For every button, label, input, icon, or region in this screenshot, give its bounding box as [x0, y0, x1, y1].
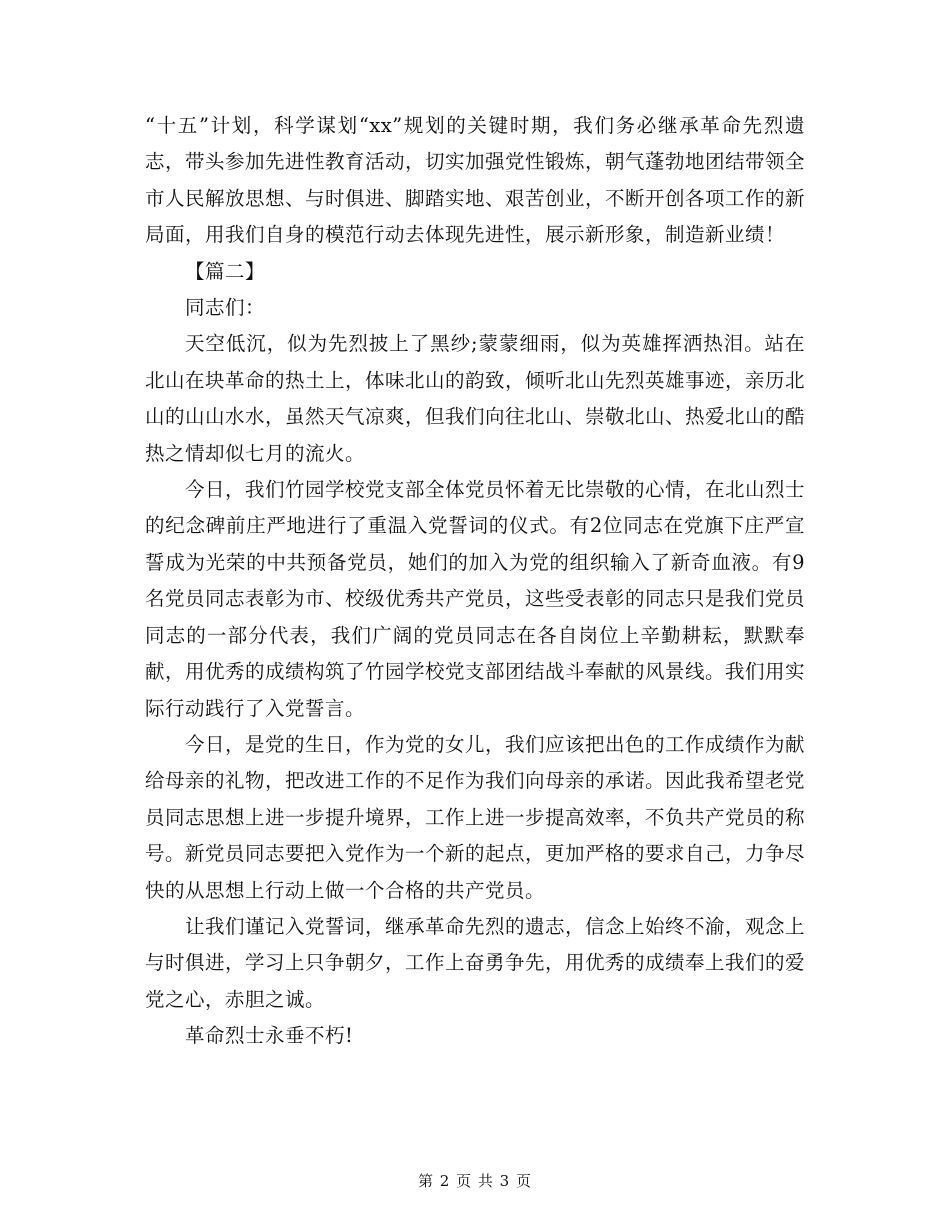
document-body [145, 108, 805, 1055]
section-heading: 【篇二】 [185, 259, 266, 283]
paragraph: 今日，是党的生日，作为党的女儿，我们应该把出色的工作成绩作为献给母亲的礼物，把改进工作的不足作为我们向母亲的承诺。因此我希望老党员同志思想上进一步提升境界，工作上进一步提高效率，不负共产党员的称号。新党员同志要把入党作为一个新的起点，更加严格的要求自己，力争尽快的从思想上行动上做一个合格的共产党员。 [145, 732, 806, 902]
paragraph: 天空低沉，似为先烈披上了黑纱;蒙蒙细雨，似为英雄挥洒热泪。站在北山在块革命的热土上，体味北山的韵致，倾听北山先烈英雄事迹，亲历北山的山山水水，虽然天气凉爽，但我们向往北山、崇敬北山、热爱北山的酷热之情却似七月的流火。 [145, 332, 806, 465]
paragraph: 今日，我们竹园学校党支部全体党员怀着无比崇敬的心情，在北山烈士的纪念碑前庄严地进行了重温入党誓词的仪式。有2位同志在党旗下庄严宣誓成为光荣的中共预备党员，她们的加入为党的组织输入了新奇血液。有9名党员同志表彰为市、校级优秀共产党员，这些受表彰的同志只是我们党员同志的一部分代表，我们广阔的党员同志在各自岗位上辛勤耕耘，默默奉献，用优秀的成绩构筑了竹园学校党支部团结战斗奉献的风景线。我们用实际行动践行了入党誓言。 [145, 478, 806, 720]
salutation: 同志们： [185, 296, 266, 320]
page-number-footer: 第 2 页 共 3 页 [418, 1172, 532, 1190]
paragraph-continuation: “十五”计划，科学谋划“xx”规划的关键时期，我们务必继承革命先烈遗志，带头参加先进性教育活动，切实加强党性锻炼，朝气蓬勃地团结带领全市人民解放思想、与时俱进、脚踏实地、艰苦创业，不断开创各项工作的新局面，用我们自身的模范行动去体现先进性，展示新形象，制造新业绩！ [145, 114, 806, 247]
closing-line: 革命烈士永垂不朽! [185, 1024, 354, 1048]
paragraph: 让我们谨记入党誓词，继承革命先烈的遗志，信念上始终不渝，观念上与时俱进，学习上只争朝夕，工作上奋勇争先，用优秀的成绩奉上我们的爱党之心，赤胆之诚。 [145, 914, 806, 1011]
